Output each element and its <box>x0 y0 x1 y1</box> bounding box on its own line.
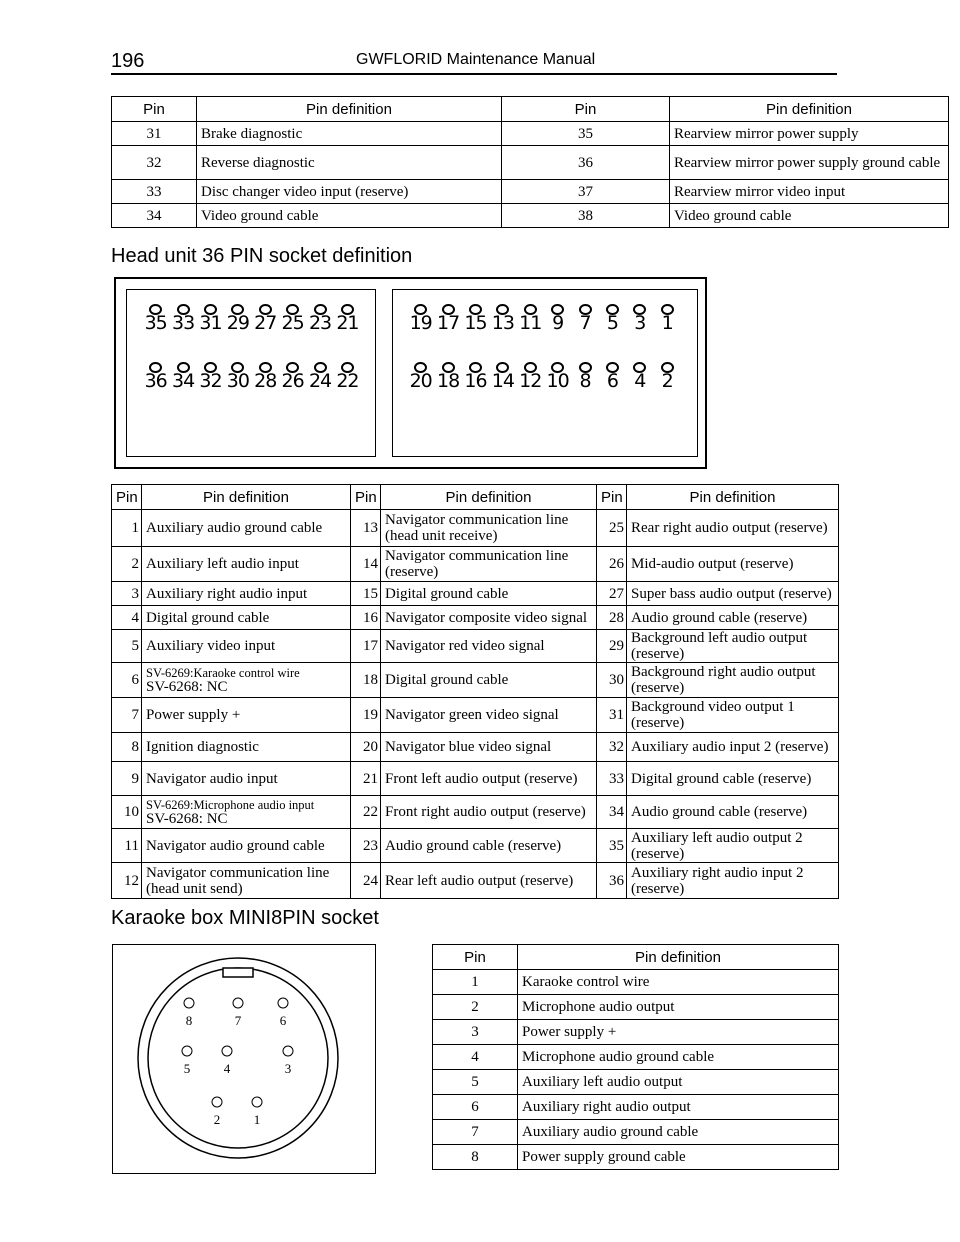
pin-number-cell: 32 <box>597 733 627 762</box>
pin-number-cell: 13 <box>351 510 381 547</box>
pin-definition-cell: Karaoke control wire <box>518 970 839 995</box>
pin-number-cell: 5 <box>433 1070 518 1095</box>
pin-label: 14 <box>491 370 514 392</box>
socket-pin <box>224 362 251 391</box>
pin-label: 12 <box>519 370 542 392</box>
pin-definition-cell: Digital ground cable <box>381 663 597 698</box>
pin-definition-cell: Auxiliary right audio input <box>142 582 351 606</box>
mini-pin-label: 5 <box>183 1061 191 1076</box>
pin-number-cell: 35 <box>502 122 670 146</box>
pin-label: 2 <box>661 370 673 392</box>
column-header: Pin <box>351 485 381 510</box>
page-header <box>111 50 837 74</box>
column-header: Pin definition <box>381 485 597 510</box>
manual-title: GWFLORID Maintenance Manual <box>356 51 596 68</box>
pin-number-cell: 28 <box>597 606 627 630</box>
pin-label: 29 <box>226 312 249 334</box>
socket-pin <box>169 304 196 333</box>
pin-definition-cell: Auxiliary right audio output <box>518 1095 839 1120</box>
pin-label: 6 <box>606 370 618 392</box>
pin-definition-cell: Super bass audio output (reserve) <box>627 582 839 606</box>
column-header: Pin <box>112 485 142 510</box>
pin-number-cell: 16 <box>351 606 381 630</box>
table-row <box>433 1070 839 1095</box>
pin-number-cell: 37 <box>502 180 670 204</box>
pin-number-cell: 8 <box>112 733 142 762</box>
pin-number-cell: 35 <box>597 829 627 863</box>
socket-pin <box>407 362 434 391</box>
mini-pin-1 <box>252 1097 262 1107</box>
pin-label: 5 <box>606 312 618 334</box>
pin-label: 33 <box>171 312 195 334</box>
mini-pin-label: 1 <box>253 1112 261 1127</box>
pin-label: 9 <box>552 312 564 334</box>
pin-definition-cell: Navigator audio input <box>142 762 351 796</box>
pin-definition-cell: Rear right audio output (reserve) <box>627 510 839 547</box>
pin-number-cell: 3 <box>433 1020 518 1045</box>
pin-table-36pin <box>111 484 839 899</box>
pin-definition-cell: Navigator communication line (head unit receive) <box>381 510 597 547</box>
mini-pin-label: 7 <box>234 1013 242 1028</box>
mini-pin-3 <box>283 1046 293 1056</box>
pin-definition-cell <box>142 796 351 829</box>
table-row <box>433 1020 839 1045</box>
socket-pin <box>517 362 544 391</box>
pin-definition-cell: Digital ground cable <box>381 582 597 606</box>
pin-definition-cell: Rearview mirror power supply ground cable <box>670 146 949 180</box>
pin-number-cell: 31 <box>112 122 197 146</box>
socket-pin <box>407 304 434 333</box>
table-row <box>112 762 839 796</box>
pin-label: 16 <box>464 370 487 392</box>
pin-label: 20 <box>409 370 432 392</box>
pin-definition-cell: Power supply + <box>518 1020 839 1045</box>
socket-pin <box>142 362 169 391</box>
pin-definition-cell: Auxiliary audio ground cable <box>518 1120 839 1145</box>
pin-definition-cell: Auxiliary left audio output <box>518 1070 839 1095</box>
table-row <box>112 510 839 547</box>
pin-definition-cell: Navigator communication line (head unit send) <box>142 863 351 899</box>
pin-number-cell: 15 <box>351 582 381 606</box>
socket-right-block <box>392 289 698 457</box>
pin-definition-cell: Power supply + <box>142 698 351 733</box>
mini8pin-socket-diagram <box>112 944 376 1174</box>
pin-definition-cell <box>142 663 351 698</box>
pin-label: 10 <box>546 370 569 392</box>
pin-label: 21 <box>336 312 359 334</box>
pin-definition-cell: Ignition diagnostic <box>142 733 351 762</box>
pin-definition-cell: Audio ground cable (reserve) <box>627 796 839 829</box>
pin-definition-cell: Rearview mirror power supply <box>670 122 949 146</box>
pin-label: 36 <box>144 370 167 392</box>
column-header: Pin <box>433 945 518 970</box>
pin-number-cell: 11 <box>112 829 142 863</box>
mini-pin-8 <box>184 998 194 1008</box>
table-row <box>112 122 949 146</box>
pin-label: 11 <box>519 312 542 334</box>
table-row <box>112 698 839 733</box>
pin-number-cell: 31 <box>597 698 627 733</box>
socket-pin <box>544 304 571 333</box>
pin-number-cell: 17 <box>351 630 381 663</box>
pin-definition-cell: Navigator green video signal <box>381 698 597 733</box>
pin-definition-cell: Video ground cable <box>670 204 949 228</box>
table-row <box>112 829 839 863</box>
pin-number-cell: 7 <box>433 1120 518 1145</box>
pin-definition-cell: Reverse diagnostic <box>197 146 502 180</box>
pin-number-cell: 5 <box>112 630 142 663</box>
socket-pin <box>517 304 544 333</box>
socket-pin <box>626 304 653 333</box>
table-row <box>112 547 839 582</box>
pin-definition-cell: Microphone audio output <box>518 995 839 1020</box>
pin-definition-cell: Navigator composite video signal <box>381 606 597 630</box>
pin-number-cell: 18 <box>351 663 381 698</box>
pin-label: 22 <box>336 370 359 392</box>
pin-number-cell: 12 <box>112 863 142 899</box>
mini-pin-label: 6 <box>279 1013 287 1028</box>
definition-line: SV-6268: NC <box>146 678 228 695</box>
pin-definition-cell: Brake diagnostic <box>197 122 502 146</box>
pin-definition-cell: Auxiliary audio input 2 (reserve) <box>627 733 839 762</box>
pin-label: 19 <box>409 312 432 334</box>
pin-number-cell: 23 <box>351 829 381 863</box>
pin-definition-cell: Auxiliary left audio input <box>142 547 351 582</box>
socket-pin <box>489 304 516 333</box>
pin-number-cell: 10 <box>112 796 142 829</box>
socket-pin <box>224 304 251 333</box>
pin-label: 23 <box>308 312 332 334</box>
pin-number-cell: 2 <box>112 547 142 582</box>
pin-definition-cell: Background left audio output (reserve) <box>627 630 839 663</box>
socket-pin <box>599 304 626 333</box>
pin-number-cell: 3 <box>112 582 142 606</box>
pin-number-cell: 7 <box>112 698 142 733</box>
pin-table-continued <box>111 96 949 228</box>
pin-number-cell: 4 <box>112 606 142 630</box>
page-number: 196 <box>111 50 145 72</box>
mini-pin-label: 8 <box>185 1013 193 1028</box>
socket-pin <box>169 362 196 391</box>
pin-definition-cell: Mid-audio output (reserve) <box>627 547 839 582</box>
pin-number-cell: 33 <box>112 180 197 204</box>
pin-number-cell: 26 <box>597 547 627 582</box>
pin-label: 32 <box>199 370 222 392</box>
pin-label: 31 <box>199 312 222 334</box>
table-row <box>433 1120 839 1145</box>
socket-pin <box>279 362 306 391</box>
pin-number-cell: 8 <box>433 1145 518 1170</box>
definition-line: SV-6268: NC <box>146 810 228 827</box>
pin-definition-cell: Navigator red video signal <box>381 630 597 663</box>
socket-pin <box>462 362 489 391</box>
pin-number-cell: 19 <box>351 698 381 733</box>
pin-label: 13 <box>491 312 514 334</box>
socket-pin <box>462 304 489 333</box>
mini8pin-drawing <box>113 945 375 1173</box>
table-row <box>112 663 839 698</box>
pin-number-cell: 25 <box>597 510 627 547</box>
socket-pin <box>197 362 224 391</box>
mini-pin-4 <box>222 1046 232 1056</box>
pin-number-cell: 22 <box>351 796 381 829</box>
socket-pin <box>252 362 279 391</box>
socket-pin <box>334 304 361 333</box>
pin-label: 7 <box>579 312 591 334</box>
pin-number-cell: 14 <box>351 547 381 582</box>
pin-label: 8 <box>579 370 591 392</box>
pin-number-cell: 6 <box>112 663 142 698</box>
pin-number-cell: 24 <box>351 863 381 899</box>
socket-pin <box>654 304 681 333</box>
mini-pin-label: 2 <box>213 1112 221 1127</box>
column-header: Pin <box>597 485 627 510</box>
pin-number-cell: 1 <box>433 970 518 995</box>
table-row <box>112 733 839 762</box>
table-row <box>112 606 839 630</box>
pin-label: 27 <box>254 312 277 334</box>
socket-pin <box>252 304 279 333</box>
table-row <box>433 1095 839 1120</box>
socket-pin <box>279 304 306 333</box>
socket-pin <box>306 304 333 333</box>
pin-definition-cell: Audio ground cable (reserve) <box>627 606 839 630</box>
pin-definition-cell: Auxiliary right audio input 2 (reserve) <box>627 863 839 899</box>
table-row <box>433 1145 839 1170</box>
pin-number-cell: 38 <box>502 204 670 228</box>
section-title-karaoke: Karaoke box MINI8PIN socket <box>111 907 379 929</box>
pin-number-cell: 20 <box>351 733 381 762</box>
pin-number-cell: 21 <box>351 762 381 796</box>
pin-number-cell: 4 <box>433 1045 518 1070</box>
pin-definition-cell: Navigator blue video signal <box>381 733 597 762</box>
pin-number-cell: 1 <box>112 510 142 547</box>
table-row <box>112 146 949 180</box>
table-row <box>112 204 949 228</box>
table-row <box>112 582 839 606</box>
socket-left-block <box>126 289 376 457</box>
mini-pin-5 <box>182 1046 192 1056</box>
mini-pin-label: 4 <box>223 1061 231 1076</box>
pin-definition-cell: Audio ground cable (reserve) <box>381 829 597 863</box>
definition-line: SV-6269:Karaoke control wire <box>146 665 300 680</box>
pin-number-cell: 34 <box>112 204 197 228</box>
pin-number-cell: 29 <box>597 630 627 663</box>
pin-number-cell: 2 <box>433 995 518 1020</box>
pin-label: 25 <box>281 312 304 334</box>
mini-pin-7 <box>233 998 243 1008</box>
pin-label: 26 <box>281 370 304 392</box>
socket-pin <box>654 362 681 391</box>
pin-definition-cell: Microphone audio ground cable <box>518 1045 839 1070</box>
pin-label: 34 <box>171 370 195 392</box>
socket-pin <box>306 362 333 391</box>
pin-definition-cell: Auxiliary left audio output 2 (reserve) <box>627 829 839 863</box>
pin-definition-cell: Power supply ground cable <box>518 1145 839 1170</box>
column-header: Pin definition <box>627 485 839 510</box>
pin-definition-cell: Rear left audio output (reserve) <box>381 863 597 899</box>
mini-pin-2 <box>212 1097 222 1107</box>
mini-pin-6 <box>278 998 288 1008</box>
mini-pin-label: 3 <box>284 1061 292 1076</box>
table-row <box>433 995 839 1020</box>
section-title-head-unit: Head unit 36 PIN socket definition <box>111 245 413 267</box>
pin-number-cell: 30 <box>597 663 627 698</box>
socket-pin <box>334 362 361 391</box>
pin-definition-cell: Background right audio output (reserve) <box>627 663 839 698</box>
pin-definition-cell: Navigator audio ground cable <box>142 829 351 863</box>
socket-pin <box>434 304 461 333</box>
pin-definition-cell: Front left audio output (reserve) <box>381 762 597 796</box>
column-header: Pin definition <box>670 97 949 122</box>
table-row <box>112 863 839 899</box>
socket-pin <box>571 362 598 391</box>
socket-pin <box>544 362 571 391</box>
column-header: Pin <box>502 97 670 122</box>
header-rule <box>111 73 837 75</box>
head-unit-socket-diagram <box>114 277 707 469</box>
pin-label: 15 <box>464 312 487 334</box>
pin-definition-cell: Disc changer video input (reserve) <box>197 180 502 204</box>
pin-label: 24 <box>308 370 332 392</box>
column-header: Pin definition <box>518 945 839 970</box>
socket-pin <box>489 362 516 391</box>
pin-number-cell: 36 <box>597 863 627 899</box>
socket-pin <box>571 304 598 333</box>
pin-label: 4 <box>634 370 646 392</box>
socket-pin <box>626 362 653 391</box>
definition-line: SV-6269:Microphone audio input <box>146 797 315 812</box>
table-row <box>112 630 839 663</box>
column-header: Pin definition <box>142 485 351 510</box>
pin-definition-cell: Rearview mirror video input <box>670 180 949 204</box>
pin-label: 1 <box>661 312 673 334</box>
pin-number-cell: 9 <box>112 762 142 796</box>
pin-definition-cell: Navigator communication line (reserve) <box>381 547 597 582</box>
column-header: Pin <box>112 97 197 122</box>
pin-number-cell: 32 <box>112 146 197 180</box>
socket-pin <box>599 362 626 391</box>
column-header: Pin definition <box>197 97 502 122</box>
pin-label: 3 <box>634 312 646 334</box>
pin-label: 17 <box>436 312 460 334</box>
pin-label: 18 <box>436 370 460 392</box>
socket-pin <box>142 304 169 333</box>
pin-definition-cell: Auxiliary video input <box>142 630 351 663</box>
socket-pin <box>434 362 461 391</box>
pin-definition-cell: Digital ground cable (reserve) <box>627 762 839 796</box>
pin-label: 35 <box>144 312 167 334</box>
pin-number-cell: 36 <box>502 146 670 180</box>
table-row <box>112 796 839 829</box>
pin-label: 30 <box>226 370 249 392</box>
pin-number-cell: 27 <box>597 582 627 606</box>
pin-definition-cell: Video ground cable <box>197 204 502 228</box>
pin-definition-cell: Auxiliary audio ground cable <box>142 510 351 547</box>
pin-number-cell: 6 <box>433 1095 518 1120</box>
pin-number-cell: 34 <box>597 796 627 829</box>
pin-definition-cell: Background video output 1 (reserve) <box>627 698 839 733</box>
pin-definition-cell: Front right audio output (reserve) <box>381 796 597 829</box>
pin-definition-cell: Digital ground cable <box>142 606 351 630</box>
table-row <box>112 180 949 204</box>
socket-pin <box>197 304 224 333</box>
pin-number-cell: 33 <box>597 762 627 796</box>
pin-label: 28 <box>254 370 277 392</box>
pin-table-mini8 <box>432 944 839 1170</box>
table-row <box>433 970 839 995</box>
table-row <box>433 1045 839 1070</box>
